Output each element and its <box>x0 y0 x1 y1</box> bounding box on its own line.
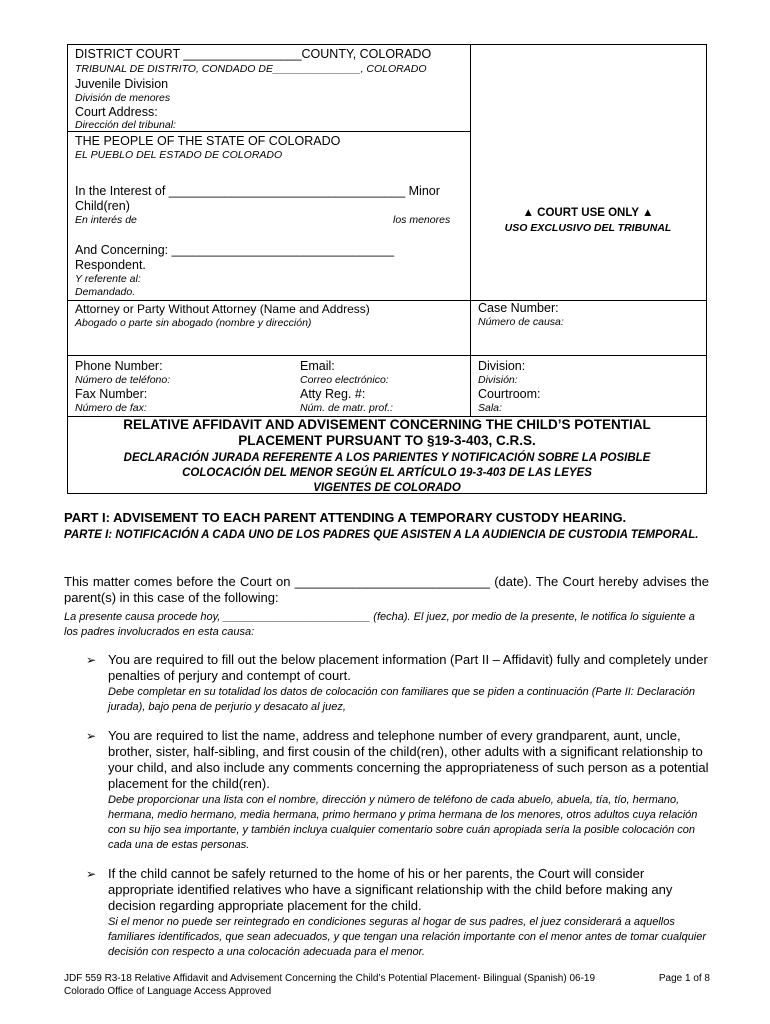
advisement-intro-text: This matter comes before the Court on ___________________________ (date). The Court hereby advises the parent(s) in this case of the following: <box>64 574 709 605</box>
advisement-item-text: You are required to list the name, address and telephone number of every grandparent, aunt, uncle, brother, sister, half-sibling, and first cousin of the child(ren), other adults with a significant relationship to your child, and also include any comments concerning the appropriateness of such person as a potential placement for the child(ren). <box>108 728 709 791</box>
juvenile-division-label: Juvenile Division <box>75 77 169 91</box>
interest-of-label-es: En interés de <box>75 214 137 226</box>
minors-label-es: los menores <box>393 214 451 226</box>
respondent-label-es-2: Demandado. <box>75 286 136 298</box>
phone-label: Phone Number: <box>75 359 163 373</box>
office-approval-footer: Colorado Office of Language Access Approved <box>64 986 272 997</box>
caption-divider-phone <box>68 355 706 356</box>
district-court-label: DISTRICT COURT _________________COUNTY, COLORADO <box>75 47 432 61</box>
fax-label-es: Número de fax: <box>75 402 147 414</box>
case-number-label: Case Number: <box>478 301 559 315</box>
advisement-item <box>86 652 710 715</box>
court-use-only-label: ▲ COURT USE ONLY ▲ <box>522 207 654 219</box>
advisement-item-text: If the child cannot be safely returned to the home of his or her parents, the Court will consider appropriate identified relatives who have a significant relationship with the child before making any decision regarding appropriate placement for the child. <box>108 866 673 913</box>
court-use-only-label-es: USO EXCLUSIVO DEL TRIBUNAL <box>504 222 672 234</box>
advisement-intro <box>64 574 709 640</box>
respondent-label: Respondent. <box>75 258 146 272</box>
children-label: Child(ren) <box>75 199 130 213</box>
arrow-bullet-icon: ➢ <box>86 653 97 667</box>
attorney-label-es: Abogado o parte sin abogado (nombre y dirección) <box>75 317 312 329</box>
juvenile-division-label-es: División de menores <box>75 92 171 104</box>
atty-reg-label-es: Núm. de matr. prof.: <box>300 402 393 414</box>
form-title-line-2: PLACEMENT PURSUANT TO §19-3-403, C.R.S. <box>238 433 536 448</box>
page-footer <box>64 972 710 998</box>
phone-label-es: Número de teléfono: <box>75 374 171 386</box>
caption-divider-court-address <box>68 131 470 132</box>
page-number: Page 1 of 8 <box>658 973 710 984</box>
form-title-es-line-1: DECLARACIÓN JURADA REFERENTE A LOS PARIENTES Y NOTIFICACIÓN SOBRE LA POSIBLE <box>123 452 651 464</box>
division-label-es: División: <box>478 374 518 386</box>
division-label: Division: <box>478 359 526 373</box>
courtroom-label-es: Sala: <box>478 402 502 414</box>
advisement-item-text: You are required to fill out the below placement information (Part II – Affidavit) fully and completely under penalties of perjury and contempt of court. <box>108 652 708 683</box>
and-concerning-label: And Concerning: ________________________________ <box>75 243 395 257</box>
form-title <box>68 417 706 496</box>
attorney-label: Attorney or Party Without Attorney (Name and Address) <box>75 302 370 316</box>
email-label: Email: <box>300 359 335 373</box>
form-title-line-1: RELATIVE AFFIDAVIT AND ADVISEMENT CONCERNING THE CHILD’S POTENTIAL <box>123 417 651 432</box>
courtroom-label: Courtroom: <box>478 387 541 401</box>
arrow-bullet-icon: ➢ <box>86 729 97 743</box>
people-label: THE PEOPLE OF THE STATE OF COLORADO <box>75 134 341 148</box>
part-one-heading <box>64 510 714 543</box>
advisement-item-text-es: Debe completar en su totalidad los datos de colocación con familiares que se piden a continuación (Parte II: Declaración jurada), bajo pena de perjurio y desacato al juez, <box>108 686 696 713</box>
court-use-only-block <box>470 207 706 234</box>
advisement-item-text-es: Si el menor no puede ser reintegrado en condiciones seguras al hogar de sus padres, el juez considerará a aquellos familiares identificados, que sean adecuados, y que tengan una relación importante con el menor antes de tomar cualquier decisión con respecto a una colocación adecuada para el menor. <box>108 916 707 958</box>
respondent-label-es-1: Y referente al: <box>75 273 141 285</box>
part-one-title-es: PARTE I: NOTIFICACIÓN A CADA UNO DE LOS PADRES QUE ASISTEN A LA AUDIENCIA DE CUSTODIA TEMPORAL. <box>64 529 699 541</box>
form-title-es-line-2: COLOCACIÓN DEL MENOR SEGÚN EL ARTÍCULO 19-3-403 DE LAS LEYES <box>182 467 592 479</box>
interest-of-label: In the Interest of __________________________________ Minor <box>75 184 440 198</box>
advisement-item <box>86 866 710 960</box>
court-address-label-es: Dirección del tribunal: <box>75 119 176 131</box>
case-number-label-es: Número de causa: <box>478 316 564 328</box>
fax-label: Fax Number: <box>75 387 148 401</box>
email-label-es: Correo electrónico: <box>300 374 389 386</box>
part-one-title: PART I: ADVISEMENT TO EACH PARENT ATTENDING A TEMPORARY CUSTODY HEARING. <box>64 510 627 525</box>
court-address-label: Court Address: <box>75 105 158 119</box>
advisement-intro-text-es: La presente causa procede hoy, ________________________ (fecha). El juez, por medio de la presente, le notifica lo siguiente a los padres involucrados en esta causa: <box>64 611 695 638</box>
form-id-footer: JDF 559 R3-18 Relative Affidavit and Advisement Concerning the Child’s Potential Placement- Bilingual (Spanish) 06-19 <box>64 973 596 984</box>
advisement-item <box>86 728 710 853</box>
people-label-es: EL PUEBLO DEL ESTADO DE COLORADO <box>75 149 283 161</box>
caption-divider-attorney <box>68 300 706 301</box>
arrow-bullet-icon: ➢ <box>86 867 97 881</box>
atty-reg-label: Atty Reg. #: <box>300 387 366 401</box>
form-title-es-line-3: VIGENTES DE COLORADO <box>313 482 461 494</box>
advisement-item-text-es: Debe proporcionar una lista con el nombre, dirección y número de teléfono de cada abuelo, abuela, tía, tío, hermano, hermana, medio hermano, media hermana, primo hermano y prima hermana de los menores, otros adultos cuya relación con su hijo sea importante, y también incluya cualquier comentario sobre cuán apropiada sería la posible colocación con cada una de estas personas. <box>108 794 698 851</box>
district-court-label-es: TRIBUNAL DE DISTRITO, CONDADO DE_______________, COLORADO <box>75 63 427 75</box>
